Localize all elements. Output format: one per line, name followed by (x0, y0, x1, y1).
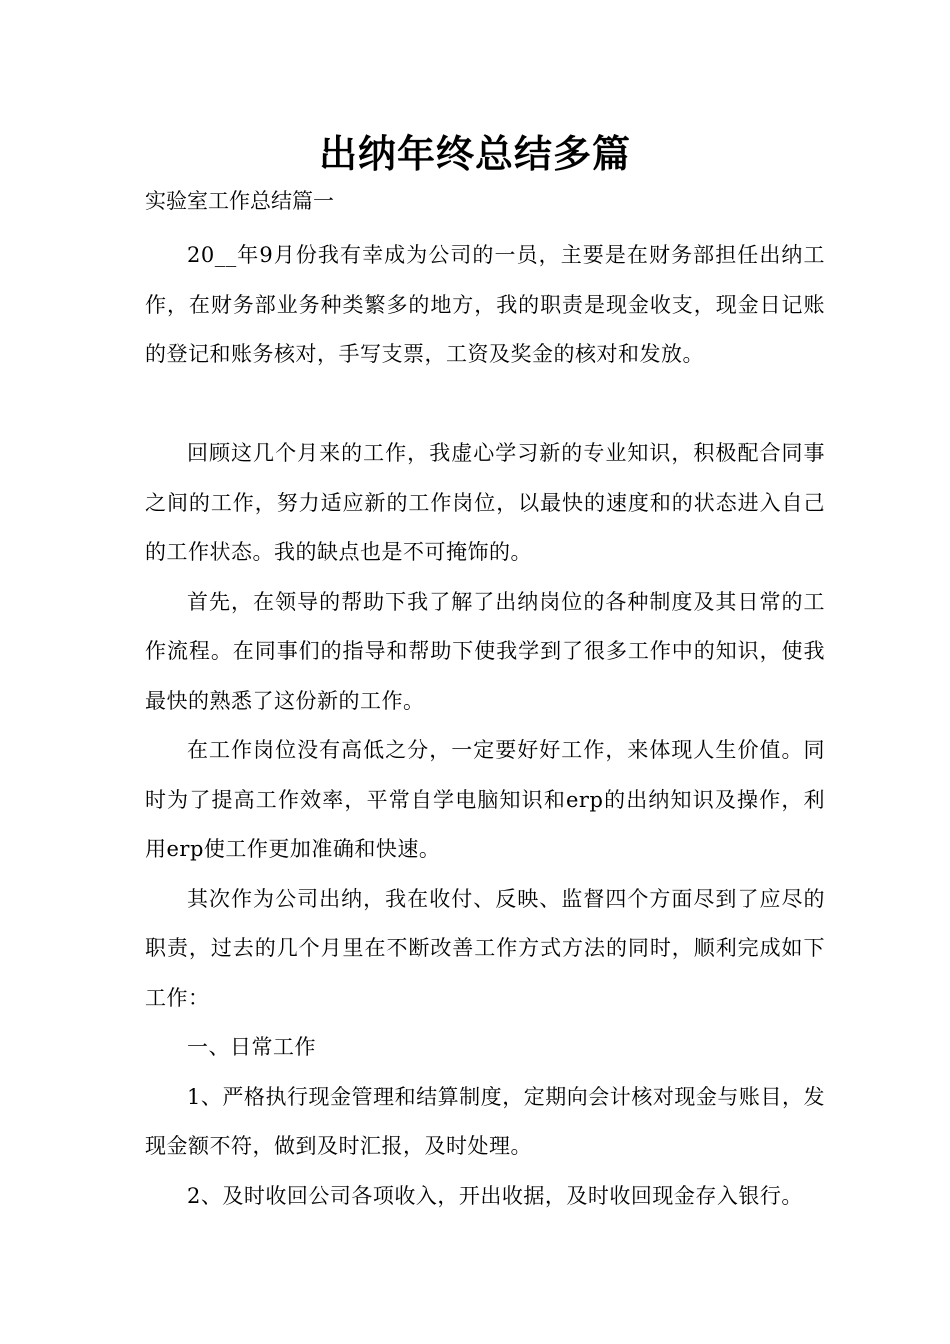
paragraph: 其次作为公司出纳，我在收付、反映、监督四个方面尽到了应尽的职责，过去的几个月里在不断改善工作方式方法的同时，顺利完成如下工作： (145, 886, 825, 1010)
list-heading: 一、日常工作 (187, 1035, 316, 1059)
list-item: 2、及时收回公司各项收入，开出收据，及时收回现金存入银行。 (187, 1183, 803, 1208)
paragraph: 首先，在领导的帮助下我了解了出纳岗位的各种制度及其日常的工作流程。在同事们的指导和帮助下使我学到了很多工作中的知识，使我最快的熟悉了这份新的工作。 (145, 589, 825, 713)
paragraph: 回顾这几个月来的工作，我虚心学习新的专业知识，积极配合同事之间的工作，努力适应新的工作岗位，以最快的速度和的状态进入自己的工作状态。我的缺点也是不可掩饰的。 (145, 441, 825, 564)
paragraph: 20__年9月份我有幸成为公司的一员，主要是在财务部担任出纳工作，在财务部业务种类繁多的地方，我的职责是现金收支，现金日记账的登记和账务核对，手写支票，工资及奖金的核对和发放。 (145, 243, 825, 366)
document-body (145, 231, 825, 1221)
list-item: 1、严格执行现金管理和结算制度，定期向会计核对现金与账目，发现金额不符，做到及时汇报，及时处理。 (145, 1084, 825, 1158)
paragraph: 在工作岗位没有高低之分，一定要好好工作，来体现人生价值。同时为了提高工作效率，平常自学电脑知识和erp的出纳知识及操作，利用erp使工作更加准确和快速。 (145, 738, 825, 861)
blank-line (145, 380, 825, 430)
section-heading: 实验室工作总结篇一 (145, 189, 334, 213)
document-title: 出纳年终总结多篇 (318, 132, 631, 176)
